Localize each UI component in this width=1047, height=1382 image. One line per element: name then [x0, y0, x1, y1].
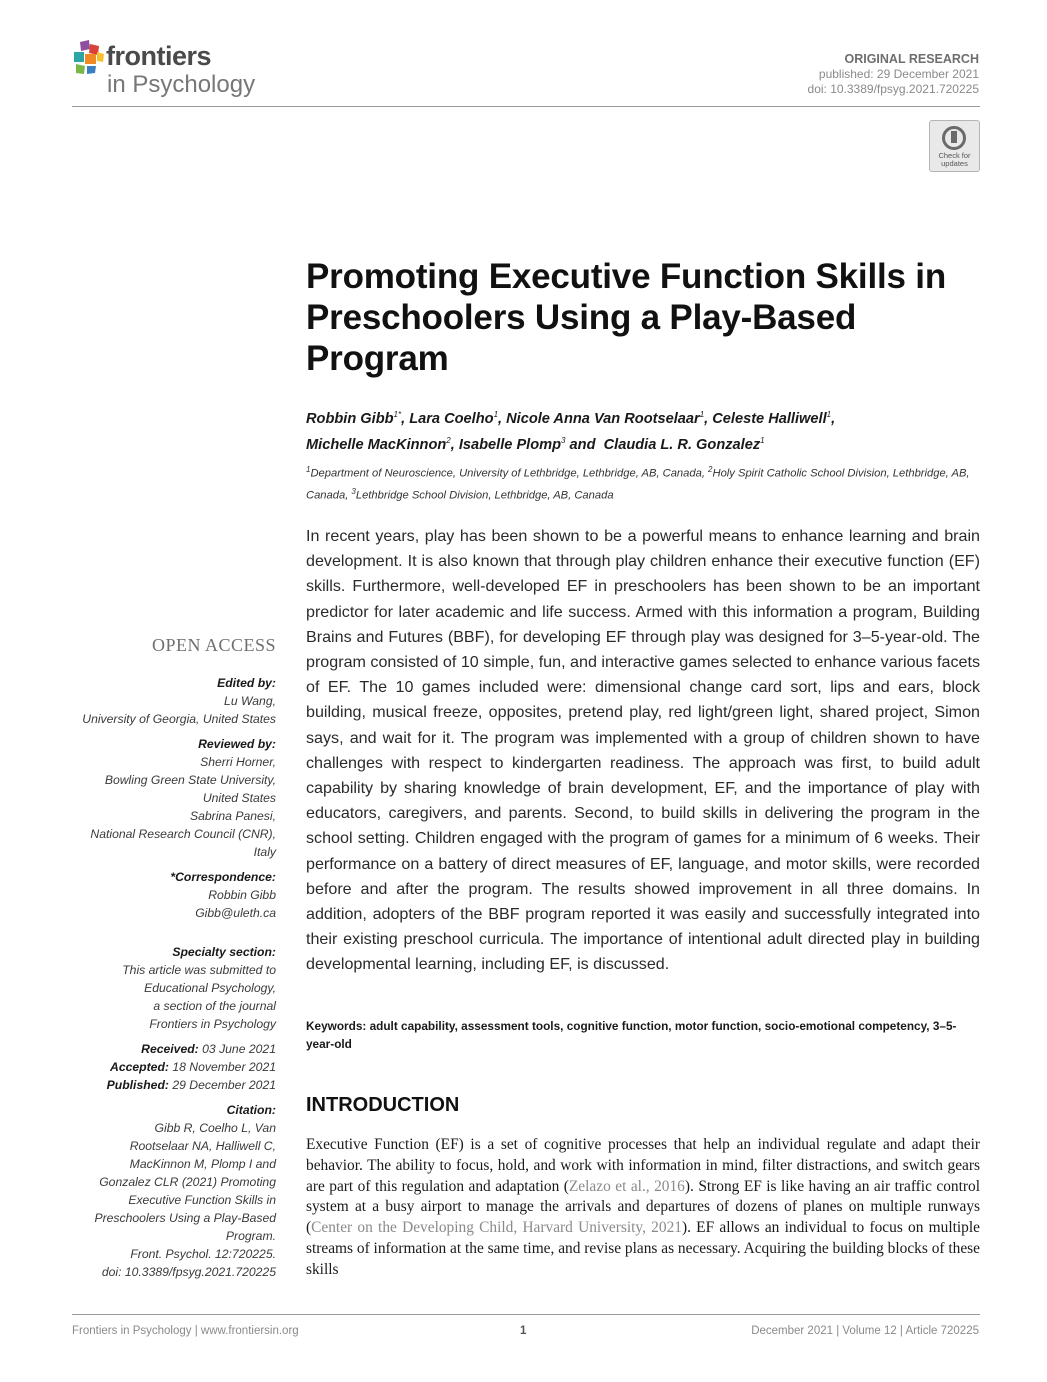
specialty-section: [56, 943, 276, 1033]
header-divider: [72, 106, 980, 107]
reviewer-affiliation: Italy: [253, 845, 276, 859]
introduction-paragraph: [306, 1135, 980, 1281]
author-affil-sup: 2: [446, 435, 451, 445]
correspondence: [56, 868, 276, 922]
citation-line: Gibb R, Coelho L, Van: [154, 1121, 276, 1135]
author-name[interactable]: Celeste Halliwell: [712, 410, 827, 427]
section-heading-introduction: INTRODUCTION: [306, 1094, 460, 1116]
footer-issue-info: December 2021 | Volume 12 | Article 720225: [751, 1325, 979, 1337]
author-separator: ,: [450, 436, 459, 453]
footer-journal-link[interactable]: Frontiers in Psychology | www.frontiersin.org: [72, 1325, 299, 1337]
citation-link[interactable]: Zelazo et al., 2016: [568, 1177, 685, 1195]
abstract: In recent years, play has been shown to be a powerful means to enhance learning and brain development. It is also known that through play children enhance their executive function (EF) skills. Furthermore, well-developed EF in preschoolers has been shown to be an important predictor for later academic and life success. Armed with this information a program, Building Brains and Futures (BBF), for developing EF through play was designed for 3–5-year-old. The program consisted of 10 simple, fun, and interactive games selected to enhance various facets of EF. The 10 games included were: dimensional change card sort, lips and ears, block building, musical freeze, opposites, pretend play, red light/green light, shared project, Simon says, and wait for it. The program was implemented with a group of children shown to have challenges with respect to kindergarten readiness. The approach was first, to build adult capability by sharing knowledge of brain development, EF, and the importance of play with educators, caregivers, and parents. Second, to build skills in delivering the program in the school setting. Children engaged with the program of games for a minimum of 6 weeks. Their performance on a battery of direct measures of EF, language, and motor skills, were recorded before and after the program. The results showed improvement in all three domains. In addition, adopters of the BBF program reported it was easily and successfully integrated into their existing preschool curricula. The importance of intentional adult directed play in building developmental learning, including EF, is discussed.: [306, 527, 980, 974]
reviewed-by-label: Reviewed by:: [198, 737, 276, 751]
frontiers-cube-icon: [72, 40, 106, 76]
author-affil-sup: 3: [561, 435, 566, 445]
author-affil-sup: 1: [826, 410, 832, 419]
bookmark-icon: [951, 131, 957, 143]
editor-name[interactable]: Lu Wang,: [224, 694, 276, 708]
citation-line: Gonzalez CLR (2021) Promoting: [99, 1175, 276, 1189]
citation: [56, 1101, 276, 1281]
logo-text-journal: in Psychology: [107, 71, 256, 98]
open-access-label: OPEN ACCESS: [151, 635, 276, 655]
affiliation-2: Holy Spirit Catholic School Division, Lethbridge, AB, Canada,: [306, 467, 970, 502]
journal-logo: [72, 38, 272, 100]
author-line-1: [306, 404, 986, 430]
specialty-line: This article was submitted to: [122, 963, 276, 977]
reviewer-affiliation: Bowling Green State University,: [104, 773, 276, 787]
author-name[interactable]: Nicole Anna Van Rootselaar: [506, 410, 700, 427]
check-updates-label: Check for updates: [938, 151, 971, 168]
author-separator: ,: [401, 410, 410, 427]
citation-label: Citation:: [226, 1103, 276, 1117]
affiliations: [306, 461, 986, 504]
check-for-updates-button[interactable]: [929, 120, 980, 172]
reviewer-affiliation: United States: [202, 791, 276, 805]
dates: [56, 1040, 276, 1094]
author-affil-sup: 1: [760, 435, 765, 445]
author-line-2: [306, 430, 986, 456]
page-number: 1: [520, 1325, 527, 1337]
reviewed-by: [56, 735, 276, 861]
editor-affiliation: University of Georgia, United States: [82, 712, 276, 726]
published-label: Published:: [106, 1078, 169, 1092]
footer-divider: [72, 1314, 980, 1315]
author-affil-sup: 1: [493, 410, 499, 419]
received-value: 03 June 2021: [198, 1042, 276, 1056]
author-affil-sup: 1*: [393, 410, 402, 419]
author-name[interactable]: Claudia L. R. Gonzalez: [603, 436, 761, 453]
logo-text-frontiers: frontiers: [106, 41, 212, 71]
affil-sup: 1: [306, 465, 311, 474]
author-list: [306, 404, 986, 456]
published-date: published: 29 December 2021: [818, 67, 979, 81]
citation-line: Rootselaar NA, Halliwell C,: [129, 1139, 276, 1153]
reviewer-name[interactable]: Sherri Horner,: [200, 755, 276, 769]
intro-text: Executive Function (EF) is a set of cognitive processes that help an individual regulate and adapt their behavior. The ability to focus, hold, and work with information in mind, filter distractions, and switch gears are part of this regulation and adaptation (: [306, 1136, 980, 1195]
author-separator: ,: [704, 410, 713, 427]
author-name[interactable]: Michelle MacKinnon: [306, 436, 447, 453]
reviewer-name[interactable]: Sabrina Panesi,: [189, 809, 276, 823]
correspondence-label: *Correspondence:: [170, 870, 276, 884]
specialty-line: a section of the journal: [153, 999, 276, 1013]
citation-line: Executive Function Skills in: [128, 1193, 276, 1207]
author-name[interactable]: Isabelle Plomp: [458, 436, 562, 453]
accepted-date: [56, 1058, 276, 1076]
edited-by-label: Edited by:: [217, 676, 276, 690]
author-affil-sup: 1: [699, 410, 705, 419]
author-name[interactable]: Lara Coelho: [409, 410, 494, 427]
received-date: [56, 1040, 276, 1058]
article-meta: [808, 52, 979, 97]
specialty-line: Frontiers in Psychology: [149, 1017, 276, 1031]
keywords: Keywords: adult capability, assessment tools, cognitive function, motor function, socio-emotional competency, 3–5-year-old: [306, 1019, 957, 1051]
citation-doi[interactable]: doi: 10.3389/fpsyg.2021.720225: [101, 1265, 276, 1279]
published-date-side: [56, 1076, 276, 1094]
author-name[interactable]: Robbin Gibb: [306, 410, 394, 427]
reviewer-affiliation: National Research Council (CNR),: [90, 827, 276, 841]
intro-text: ). EF allows an individual to focus on multiple streams of information at the same time, and revise plans as necessary. Acquiring the building blocks of these skills: [306, 1219, 980, 1278]
author-separator: ,: [498, 410, 507, 427]
citation-line: Program.: [225, 1229, 276, 1243]
author-separator: and: [565, 436, 600, 453]
affil-sup: 2: [708, 465, 713, 474]
affiliation-1: Department of Neuroscience, University of Lethbridge, Lethbridge, AB, Canada,: [310, 467, 709, 480]
citation-line: MacKinnon M, Plomp I and: [129, 1157, 276, 1171]
received-label: Received:: [141, 1042, 199, 1056]
citation-link[interactable]: Center on the Developing Child, Harvard University, 2021: [311, 1219, 682, 1237]
affiliation-3: Lethbridge School Division, Lethbridge, AB, Canada: [355, 489, 614, 502]
specialty-line: Educational Psychology,: [144, 981, 276, 995]
correspondence-email[interactable]: Gibb@uleth.ca: [195, 906, 276, 920]
doi-link[interactable]: doi: 10.3389/fpsyg.2021.720225: [807, 82, 979, 96]
accepted-label: Accepted:: [110, 1060, 169, 1074]
published-value: 29 December 2021: [168, 1078, 276, 1092]
citation-line: Front. Psychol. 12:720225.: [130, 1247, 276, 1261]
specialty-label: Specialty section:: [172, 945, 276, 959]
article-type: ORIGINAL RESEARCH: [844, 52, 979, 66]
article-title: Promoting Executive Function Skills in Preschoolers Using a Play-Based Program: [306, 257, 947, 378]
edited-by: [56, 674, 276, 728]
correspondence-name: Robbin Gibb: [208, 888, 276, 902]
citation-line: Preschoolers Using a Play-Based: [94, 1211, 276, 1225]
affil-sup: 3: [351, 486, 356, 496]
intro-text: ). Strong EF is like having an air traffic control system at a busy airport to manage the arrivals and departures of dozens of planes on multiple runways (: [306, 1177, 980, 1237]
author-separator: ,: [831, 410, 836, 427]
accepted-value: 18 November 2021: [168, 1060, 276, 1074]
